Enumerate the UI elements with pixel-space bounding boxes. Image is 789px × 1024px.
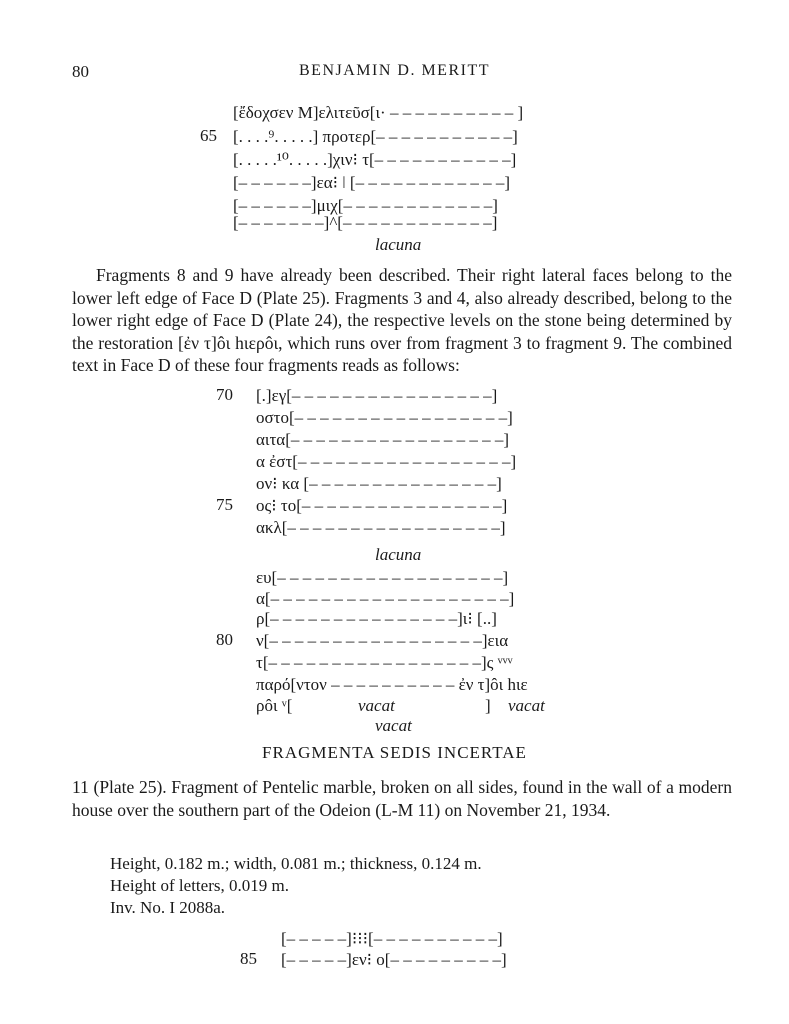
inscription-line: [– – – – –]εν⁝ ο[– – – – – – – – –] [281,950,507,969]
inscription-line: ν[– – – – – – – – – – – – – – – – –]εια [256,631,509,650]
inscription-line: α[– – – – – – – – – – – – – – – – – – –] [256,589,515,608]
line-number: 65 [200,126,217,145]
inscription-line: ον⁝ κα [– – – – – – – – – – – – – – –] [256,474,502,493]
running-title: BENJAMIN D. MERITT [299,62,490,79]
inscription-line: [.]εγ[– – – – – – – – – – – – – – – –] [256,386,498,405]
lacuna-label: lacuna [375,235,422,254]
vacat-label: vacat [508,696,545,715]
paragraph-fragment-11 [72,776,732,821]
section-heading: FRAGMENTA SEDIS INCERTAE [262,743,527,762]
inscription-line: οστο[– – – – – – – – – – – – – – – – –] [256,408,513,427]
paragraph-text: 11 (Plate 25). Fragment of Pentelic marble, broken on all sides, found in the wall of a modern house over the southern part of the Odeion (L-M 11) on November 21, 1934. [72,777,732,820]
vacat-label: vacat [375,716,412,735]
letter-height: Height of letters, 0.019 m. [110,876,289,895]
inscription-line: [– – – – – –]μιχ[– – – – – – – – – – – –] [233,196,498,215]
inscription-line: [. . . . .¹⁰. . . . .]χιν⁝ τ[– – – – – – – – – – –] [233,150,517,169]
line-number: 85 [240,949,257,968]
inscription-line: [– – – – –]⁝⁝⁝[– – – – – – – – – –] [281,929,503,948]
inscription-line: α ἐστ[– – – – – – – – – – – – – – – – –] [256,452,517,471]
lacuna-label: lacuna [375,545,422,564]
inscription-line: [. . . .⁹. . . . .] προτερ[– – – – – – – – – – –] [233,127,518,146]
paragraph-fragments-description [72,264,732,377]
inscription-line: ος⁝ το[– – – – – – – – – – – – – – – –] [256,496,508,515]
inscription-line: αιτα[– – – – – – – – – – – – – – – – –] [256,430,510,449]
page-number: 80 [72,62,89,81]
line-number: 70 [216,385,233,404]
inscription-line: ακλ[– – – – – – – – – – – – – – – – –] [256,518,506,537]
inscription-line: [ἔδοχσεν Μ]ελιτεῦσ[ι· – – – – – – – – – – ] [233,103,524,122]
inscription-line-last-lead: ρôι ᵛ[ [256,696,293,715]
inventory-number: Inv. No. I 2088a. [110,898,226,917]
measurements [110,853,482,919]
vacat-label: vacat [358,696,395,715]
paragraph-text: Fragments 8 and 9 have already been described. Their right lateral faces belong to the lower left edge of Face D (Plate 25). Fragments 3 and 4, also already described, belong to the lower right edge of Face D (Plate 24), the respective levels on the stone being determined by the restoration [ἐν τ]ôι hιερôι, which runs over from fragment 3 to fragment 9. The combined text in Face D of these four fragments reads as follows: [72,265,732,375]
line-number: 75 [216,495,233,514]
line-number: 80 [216,630,233,649]
closing-bracket: ] [485,696,491,715]
dimensions: Height, 0.182 m.; width, 0.081 m.; thickness, 0.124 m. [110,854,482,873]
inscription-line: [– – – – – – –]^[– – – – – – – – – – – –] [233,213,498,232]
inscription-line: ευ[– – – – – – – – – – – – – – – – – –] [256,568,509,587]
inscription-line: παρό[ντον – – – – – – – – – – ἐν τ]ôι hιε [256,675,528,694]
inscription-line: τ[– – – – – – – – – – – – – – – – –]ς ᵛᵛᵛ [256,653,513,672]
inscription-line: ρ[– – – – – – – – – – – – – – –]ι⁝ [..] [256,609,497,628]
inscription-line: [– – – – – –]εα⁝ ǀ [– – – – – – – – – – – –] [233,173,510,192]
